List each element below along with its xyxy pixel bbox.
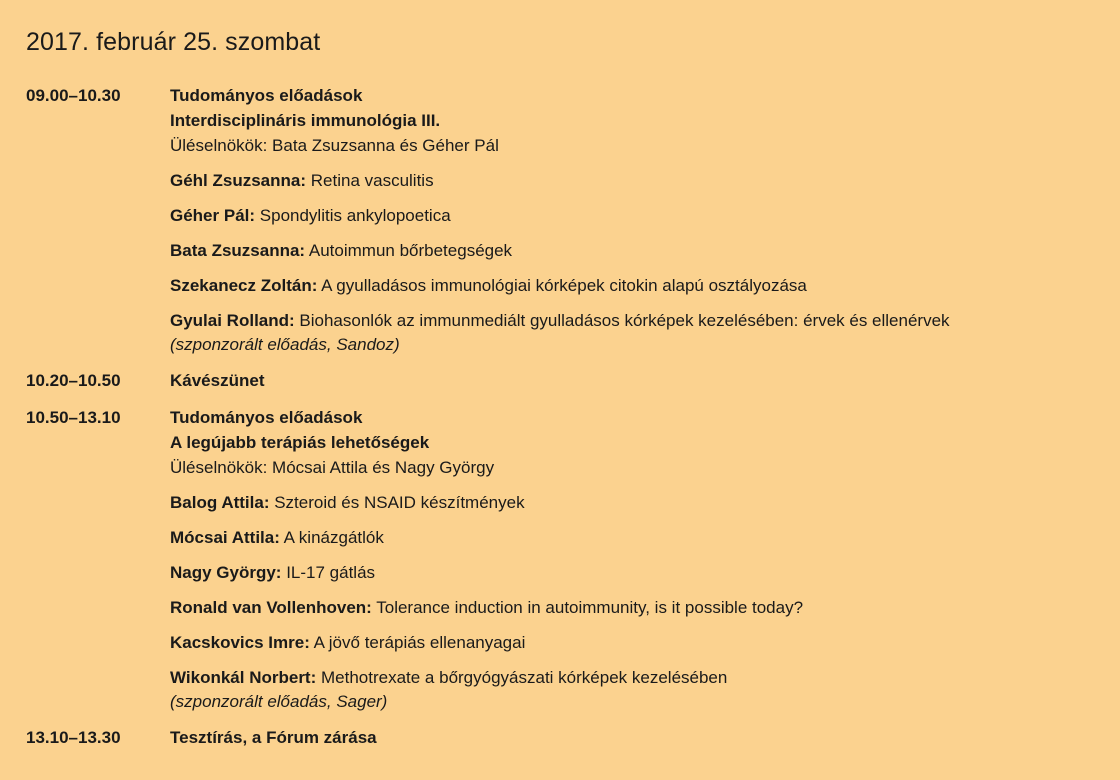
talk-item	[170, 308, 1106, 356]
program-page	[26, 28, 1106, 762]
talk-note: (szponzorált előadás, Sager)	[170, 692, 388, 711]
talk-speaker: Mócsai Attila:	[170, 528, 280, 547]
session-time: 09.00–10.30	[26, 86, 121, 105]
talk-speaker: Kacskovics Imre:	[170, 633, 310, 652]
session-type: Tudományos előadások	[170, 408, 363, 427]
talk-title: Retina vasculitis	[306, 171, 434, 190]
talk-title: Tolerance induction in autoimmunity, is it possible today?	[371, 598, 804, 617]
talk-item	[170, 203, 1106, 228]
session-time: 10.50–13.10	[26, 408, 121, 427]
talk-title: Methotrexate a bőrgyógyászati kórképek kezelésében	[316, 668, 728, 687]
session-title: Interdisciplináris immunológia III.	[170, 111, 441, 130]
session-content	[170, 83, 1106, 356]
talk-item	[170, 595, 1106, 620]
page-title: 2017. február 25. szombat	[26, 28, 321, 56]
talk-title: Biohasonlók az immunmediált gyulladásos kórképek kezelésében: érvek és ellenérvek	[294, 311, 950, 330]
talk-speaker: Géhl Zsuzsanna:	[170, 171, 307, 190]
talk-title: IL-17 gátlás	[281, 563, 376, 582]
talk-item	[170, 630, 1106, 655]
session-content	[170, 405, 1106, 713]
talk-speaker: Ronald van Vollenhoven:	[170, 598, 372, 617]
talk-title: A jövő terápiás ellenanyagai	[309, 633, 526, 652]
talk-speaker: Géher Pál:	[170, 206, 256, 225]
session-block	[26, 725, 1106, 750]
talk-title: Spondylitis ankylopoetica	[255, 206, 451, 225]
talk-title: A kinázgátlók	[279, 528, 384, 547]
talk-speaker: Bata Zsuzsanna:	[170, 241, 306, 260]
talk-item	[170, 665, 1106, 713]
talk-item	[170, 168, 1106, 193]
talk-title: Szteroid és NSAID készítmények	[269, 493, 525, 512]
session-block	[26, 405, 1106, 713]
talk-item	[170, 490, 1106, 515]
talk-speaker: Balog Attila:	[170, 493, 270, 512]
session-type: Tudományos előadások	[170, 86, 363, 105]
session-block	[26, 83, 1106, 356]
talk-title: A gyulladásos immunológiai kórképek citokin alapú osztályozása	[317, 276, 807, 295]
talk-title: Autoimmun bőrbetegségek	[305, 241, 513, 260]
session-title: A legújabb terápiás lehetőségek	[170, 433, 430, 452]
talk-speaker: Nagy György:	[170, 563, 282, 582]
talk-speaker: Wikonkál Norbert:	[170, 668, 317, 687]
session-chairs: Üléselnökök: Bata Zsuzsanna és Géher Pál	[170, 136, 499, 155]
session-content	[170, 368, 1106, 393]
session-title: Tesztírás, a Fórum zárása	[170, 728, 377, 747]
session-time: 10.20–10.50	[26, 371, 121, 390]
talk-speaker: Gyulai Rolland:	[170, 311, 295, 330]
talk-item	[170, 238, 1106, 263]
session-block	[26, 368, 1106, 393]
talk-item	[170, 525, 1106, 550]
talk-item	[170, 273, 1106, 298]
talk-note: (szponzorált előadás, Sandoz)	[170, 335, 400, 354]
session-time: 13.10–13.30	[26, 728, 121, 747]
talk-item	[170, 560, 1106, 585]
session-chairs: Üléselnökök: Mócsai Attila és Nagy György	[170, 458, 495, 477]
session-content	[170, 725, 1106, 750]
session-title: Kávészünet	[170, 371, 265, 390]
talk-speaker: Szekanecz Zoltán:	[170, 276, 318, 295]
